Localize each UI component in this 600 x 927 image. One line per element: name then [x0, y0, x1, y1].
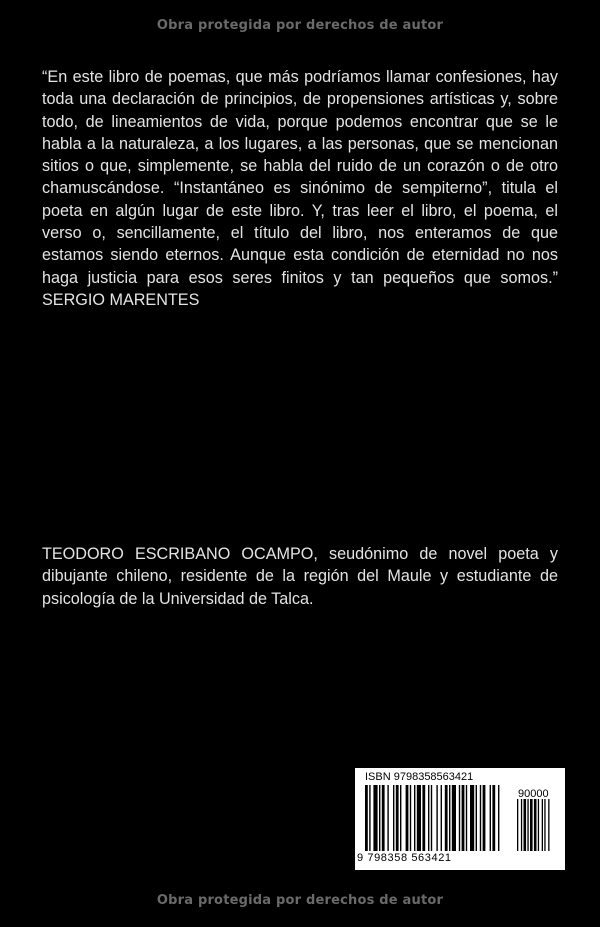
barcode-addon-code: 90000	[518, 788, 549, 800]
copyright-watermark-bottom: Obra protegida por derechos de autor	[156, 893, 444, 908]
author-bio: TEODORO ESCRIBANO OCAMPO, seudónimo de novel poeta y dibujante chileno, residente de la región del Maule y estudiante de psicología de la Universidad de Talca.	[42, 545, 558, 608]
back-cover-blurb: “En este libro de poemas, que más podríamos llamar confesiones, hay toda una declaración de principios, de propensiones artísticas y, sobre todo, de lineamientos de vida, porque podemos encontrar que se le habla a la naturaleza, a los lugares, a las personas, que se mencionan sitios o que, simplemente, se habla del ruido de un corazón o de otro chamuscándose. “Instantáneo es sinónimo de sempiterno”, titula el poeta en algún lugar de este libro. Y, tras leer el libro, el poema, el verso o, sencillamente, el título del libro, nos enteramos de que estamos siendo eternos. Aunque esta condición de eternidad no nos haga justicia para esos seres finitos y tan pequeños que somos.” SERGIO MARENTES	[42, 68, 558, 309]
isbn-barcode	[355, 768, 565, 870]
copyright-watermark-top: Obra protegida por derechos de autor	[156, 18, 444, 33]
isbn-label: ISBN 9798358563421	[365, 771, 474, 783]
isbn-digits: 9 798358 563421	[357, 852, 452, 864]
